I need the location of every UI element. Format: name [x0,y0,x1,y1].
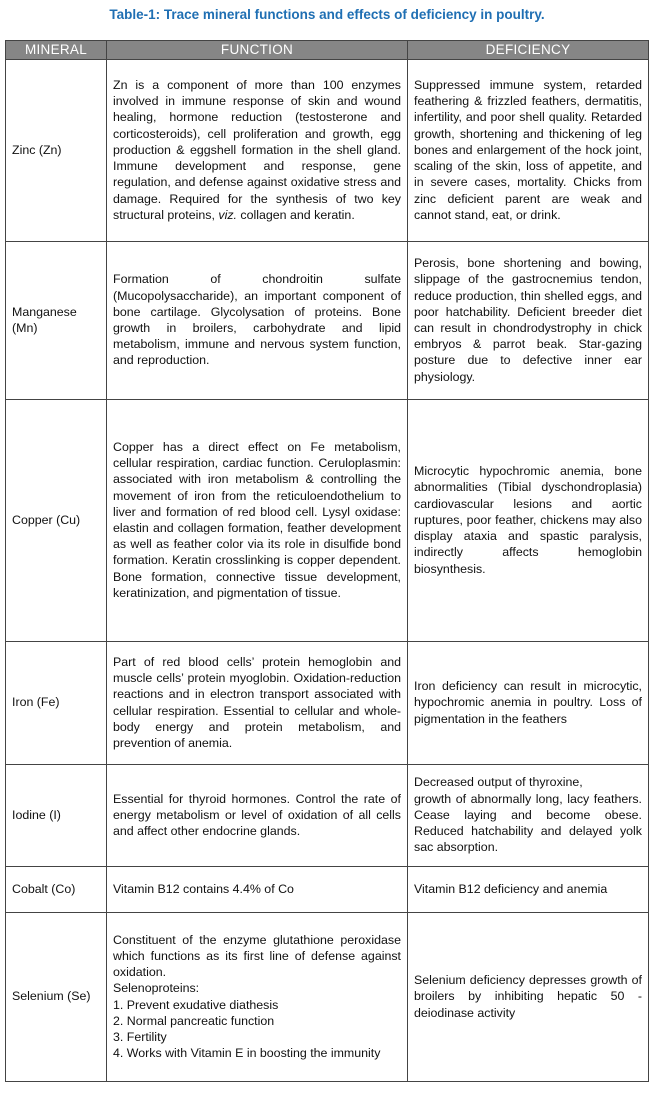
mineral-name: Manganese (Mn) [6,242,107,400]
function-text-italic: viz. [218,207,237,222]
deficiency-cell: Suppressed immune system, retarded feathering & frizzled feathers, dermatitis, infertility, and poor shell quality. Retarded growth, shortening and thickening of leg bones and enlargement of the hock joint, scaling of the skin, loss of appetite, and in severe cases, mortality. Chicks from zinc deficient parent are weak and cannot stand, eat, or drink. [408,60,649,242]
list-item: 4. Works with Vitamin E in boosting the immunity [113,1046,381,1061]
mineral-name: Selenium (Se) [6,913,107,1082]
mineral-name: Cobalt (Co) [6,867,107,913]
function-cell: Formation of chondroitin sulfate (Mucopolysaccharide), an important component of bone cartilage. Glycolysation of proteins. Bone growth in broilers, carbohydrate and lipid metabolism, immune and nervous system function, and reproduction. [107,242,408,400]
deficiency-cell: Microcytic hypochromic anemia, bone abnormalities (Tibial dyschondroplasia) cardiovascular lesions and aortic ruptures, poor feather, chickens may also display ataxia and spastic paralysis, indirectly affects hemoglobin biosynthesis. [408,400,649,642]
mineral-name: Iron (Fe) [6,642,107,765]
deficiency-first-line: Decreased output of thyroxine, [414,775,583,790]
table-row-selenium [6,913,649,1082]
table-row-zinc [6,60,649,242]
function-cell [107,913,408,1082]
list-item: 2. Normal pancreatic function [113,1013,275,1028]
function-text-end: collagen and keratin. [236,207,355,222]
function-cell: Part of red blood cells’ protein hemoglobin and muscle cells’ protein myoglobin. Oxidation-reduction reactions and in electron transport associated with cellular respiration. Essential to cellular and whole-body energy and protein metabolism, and prevention of anemia. [107,642,408,765]
function-cell [107,60,408,242]
selenoprotein-list [113,997,401,1062]
list-item: 3. Fertility [113,1029,167,1044]
function-cell: Essential for thyroid hormones. Control the rate of energy metabolism or level of oxidation of all cells and affect other endocrine glands. [107,765,408,867]
table-row-iron [6,642,649,765]
mineral-name: Zinc (Zn) [6,60,107,242]
header-mineral: MINERAL [6,41,107,60]
mineral-name: Copper (Cu) [6,400,107,642]
header-function: FUNCTION [107,41,408,60]
deficiency-cell [408,765,649,867]
list-title: Selenoproteins: [113,981,200,996]
function-cell: Vitamin B12 contains 4.4% of Co [107,867,408,913]
function-cell: Copper has a direct effect on Fe metabolism, cellular respiration, cardiac function. Ceruloplasmin: associated with iron metabolism & controlling the movement of iron from the reticuloendothelium to liver and formation of red blood cell. Lysyl oxidase: elastin and collagen formation, feather development as well as feather color via its role in disulfide bond formation. Keratin crosslinking is copper dependent. Bone formation, connective tissue development, keratinization, and pigmentation of tissue. [107,400,408,642]
mineral-name: Iodine (I) [6,765,107,867]
deficiency-cell: Selenium deficiency depresses growth of broilers by inhibiting hepatic 50 - deiodinase activity [408,913,649,1082]
table-row-cobalt [6,867,649,913]
table-row-iodine [6,765,649,867]
header-deficiency: DEFICIENCY [408,41,649,60]
deficiency-cell: Vitamin B12 deficiency and anemia [408,867,649,913]
deficiency-cell: Iron deficiency can result in microcytic, hypochromic anemia in poultry. Loss of pigmentation in the feathers [408,642,649,765]
function-text: Constituent of the enzyme glutathione peroxidase which functions as its first line of defense against oxidation. [113,932,401,980]
list-item: 1. Prevent exudative diathesis [113,997,279,1012]
table-row-manganese [6,242,649,400]
deficiency-text: growth of abnormally long, lacy feathers. Cease laying and become obese. Reduced hatchability and delayed yolk sac absorption. [414,791,642,855]
deficiency-cell: Perosis, bone shortening and bowing, slippage of the gastrocnemius tendon, reduce production, thin shelled eggs, and poor hatchability. Deficient breeder diet can result in chondrodystrophy in chick embryos & parrot beak. Star-gazing posture due to defective inner ear physiology. [408,242,649,400]
trace-mineral-table [5,40,649,1082]
table-caption: Table-1: Trace mineral functions and effects of deficiency in poultry. [109,7,545,22]
table-row-copper [6,400,649,642]
table-header-row [6,41,649,60]
function-text: Zn is a component of more than 100 enzymes involved in immune response of skin and wound healing, hormone reduction (testosterone and corticosteroids), cell proliferation and growth, egg production & eggshell formation in the shell gland. Immune development and response, gene regulation, and defense against oxidative stress and damage. Required for the synthesis of two key structural proteins, [113,78,401,222]
